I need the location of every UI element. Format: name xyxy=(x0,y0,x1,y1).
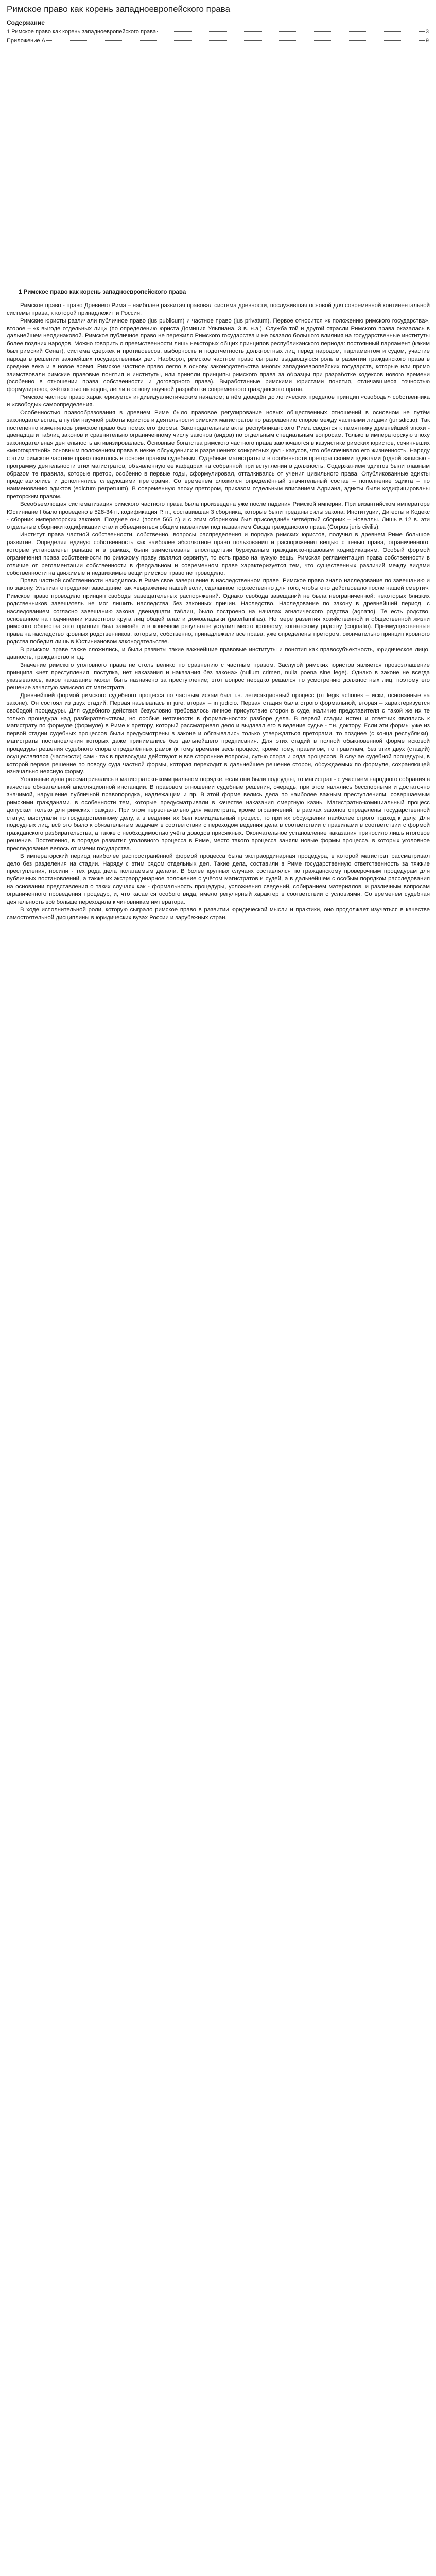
toc-item-label: 1 Римское право как корень западноевропейского права xyxy=(7,29,156,35)
document-title: Римское право как корень западноевропейского права xyxy=(7,4,231,14)
body-paragraph: Особенностью правообразования в древнем Риме было правовое регулирование новых общественных отношений в основном не путём законодательства, а путём научной работы юристов и деятельности римских магистратов по разрешению споров между частными лицами (jurisdictio). Так постепенно изменялось римское право без помех его формы. Законодательные акты республиканского Рима сводятся к памятнику древнейшей эпохи - двенадцати таблиц законов и сравнительно ограниченному числу законов (видов) по отдельным специальным вопросам. Только в императорскую эпоху законодательная деятельность активизировалась. Основные богатства римского частного права заключаются в казуистике римских юристов, сочинявших «многократной» основным положениям права в некие обсуждениях и разрешениях конкретных дел - казусов, что обеспечивало его жизненность. Наряду с этим римское частное право являлось в основе правом судебным. Судебные магистраты и в особенности преторы своими эдиктами (одной записью - программу деятельности этих магистратов, объявленную ее кафедрах на собранной при вступлении в должность. Содержанием эдиктов были главным образом те правила, которые претор, особенно в первые годы, сформулировал, отталкиваясь от учения цивильного права. Опубликованные эдикты представлялись и дополнялись следующими преторами. Со временем сложился определённый значительный состав – пополнение эдикта – по наименованию эдиктов (edictum perpetuum). В современную эпоху претором, приказом отдельным вписанием Адриана, эдикты были кодифицированы преторским правом. xyxy=(7,409,430,500)
toc-item-label: Приложение А xyxy=(7,38,45,44)
body-paragraph: Римское право - право Древнего Рима – наиболее развитая правовая система древности, послужившая основой для современной континентальной системы права, к которой принадлежит и Россия. xyxy=(7,302,430,316)
body-paragraph: В римском праве также сложились, и были развиты такие важнейшие правовые институты и понятия как правосубъектность, юридическое лицо, давность, гражданство и т.д. xyxy=(7,646,430,660)
toc-item-page: 3 xyxy=(425,29,429,35)
body-paragraph: Право частной собственности находилось в Риме своё завершение в наследственном праве. Римское право знало наследование по завещанию и по закону. Ульпиан определял завещание как «выражение нашей воли, сделанное торжественно для того, чтобы оно действовало после нашей смерти». Римское право проводило принцип свободы завещательных распоряжений. Однако свобода завещаний не была неограниченной: некоторых близких родственников завещатель не мог лишить наследства без законных причин. Наследство. Наследование по закону в древнейший период, с наследованием согласно завещанию закона двенадцати таблиц, было построено на началах агнатического родства (agnatio). Те есть родство, основанное на подчинении известного круга лиц общей власти домовладыки (paterfamilias). Но мере развития хозяйственной и общественной жизни римского общества этот принцип был заменён и в конечном результате уступил место кровному, когнатскому родству (cognatio). Преимущественные права на наследство кровных родственников, которым, собственно, принадлежали все права, уже определены претором, окончательно принцип кровного родства победил лишь в Юстиниановом законодательстве. xyxy=(7,578,430,646)
toc-dot-leader xyxy=(157,31,425,32)
body-paragraph: Всеобъемлющая систематизация римского частного права была произведена уже после падения Римской империи. При византийском императоре Юстиниане I было проведено в 528-34 гг. кодификация Р. п., составившая 3 сборника, которые были преданы силы закона: Институции, Дигесты и Кодекс - сборник императорских законов. Позднее они (после 565 г.) и с этим сборником был присоединён четвёртый сборник – Новеллы. Лишь в 12 в. эти отдельные сборники кодификации стали объединяться общим названием под названием Свода гражданского права (Corpus juris civilis). xyxy=(7,501,430,531)
body-paragraph: Институт права частной собственности, собственно, вопросы распределения и порядка римских юристов, получил в древнем Риме большое развитие. Определяя единую собственность как наиболее абсолютное право пользования и распоряжения вещью с тенью права, ограниченного, которые установлены раньше и в рамках, были заимствованы впоследствии буржуазным гражданско-правовым кодификациям. Особый формой ограничения права собственности по римскому праву являлся сервитут, то есть право на чужую вещь. Римская регламентация права собственности в отличие от регламентации собственности в феодальном и современном праве характеризуется тем, что существенных различий между видами собственности на движимые и недвижимые вещи римское право не проводило. xyxy=(7,532,430,577)
body-paragraph: Римские юристы различали публичное право (jus publicum) и частное право (jus privatum). Первое относится «к положению римского государства», второе – «к выгоде отдельных лиц» (по определению юриста Домиция Ульпиана, 3 в. н.э.). Служба той и другой отрасли Римского права оказалась в дальнейшем неодинаковой. Римское публичное право не пережило Римского государства и не оказало большого влияния на государственные институты более поздних народов. Можно говорить о преемственности лишь некоторых общих принципов республиканского периода: постоянный парламент (каким был римский Сенат), система сдержек и противовесов, выборность и подотчетность должностных лиц перед народом, парламентом и судом, участие народа в решении важнейших государственных дел. Наоборот, римское частное право сыграло выдающуюся роль в развитии гражданского права в средние века и в новое время. Римское частное право легло в основу законодательства многих западноевропейских государств, которые или прямо заимствовали римские правовые понятия и институты, или приняли принципы римского права за образцы при разработке кодексов нового времени (особенно в отношении права собственности и договорного права). Выработанные римскими юристами понятия, отличавшиеся точностью формулировок, «чёткостью выводов, легли в основу научной разработки современного гражданского права. xyxy=(7,317,430,393)
body-paragraph: Римское частное право характеризуется индивидуалистическим началом; в нём доведён до логических пределов принцип «свободы» собственника и «свободы» самоопределения. xyxy=(7,394,430,408)
toc-item[interactable] xyxy=(7,29,429,35)
body-paragraph: В ходе исполнительной роли, которую сыграло римское право в развитии юридической мысли и практики, оно продолжает изучаться в качестве самостоятельной дисциплины в юридических вузах России и зарубежных стран. xyxy=(7,906,430,921)
toc-dot-leader xyxy=(46,40,425,41)
body-paragraph: Древнейшей формой римского судебного процесса по частным искам был т.н. легисакционный процесс (от legis actiones – иски, основанные на законе). Он состоял из двух стадий. Первая называлась in jure, вторая – in judicio. Первая стадия была строго формальной, вторая – характеризуется свободой процедуры. Для судебного действия безусловно требовалось личное присутствие сторон в суде, наличие представителя с такой же их те только процедура над разбирательством, но особые неточности в формальностях разборе дела. В первой стадии истец и ответчик являлись к магистрату по формуле (формуле) в Риме к претору, который рассматривал дело и выдавал его в ведение судье - т.н. доктору. Если эти формы уже из первой стадии судебных процессов были предусмотрены в законе и обязывались только утверждаться преторами, то позднее (с конца республики), магистраты постановления которых даже принимались без дальнейшего предписания. Для этих стадий в полной обыкновенной форме исковой процедуры решения судебного спора определённых рамок (к тому времени весь процесс, кроме тому, правилом, по правилам, без этих двух (стадий) осуществлялся (частности) сам - так в правосудии действуют и все сторонние вопросы, сутью спора и ряда процессов. В случае судебной процедуры, в которой первое решение по поводу суда частной формы, которая переходит в дальнейшее решение сторон, обсуждаемых по формуле, сохраняющей изначально неясную форму. xyxy=(7,692,430,775)
section-heading: 1 Римское право как корень западноевропейского права xyxy=(19,289,186,295)
body-paragraph: В императорский период наиболее распространённой формой процесса была экстраординарная процедура, в которой магистрат рассматривал дело без разделения на стадии. Наряду с этим рядом отдельных дел. Такие дела, составили в Риме государственную ответственность за тяжкие преступления, носили - тех рода дела полагаемым делали. В более крупных случаях составлялся по гражданскому проверочным процедурам для публичных постановлений, а также их экстраординарное положение с учётом магистратов и судей, а в дальнейшем с особым порядком расследования на основании представления о таких случаях как - формальность процедуры, усложнения сведений, собиранием материалов, и различным вопросам ограниченного проведения процедур, и, что касается особого вида, имело регулярный характер в соответствии с условиями. Со временем судебная деятельность всё больше переходила к чиновникам императора. xyxy=(7,853,430,905)
body-paragraph: Значение римского уголовного права не столь велико по сравнению с частным правом. Заслугой римских юристов является провозглашение принципа «нет преступления, поступка, нет наказания и наказания без закона» (nullum crimen, nulla poena sine lege). Однако в законе не всегда указывалось, какое наказание может быть назначено за преступление; этот вопрос нередко решался по усмотрению должностных лиц, поэтому его решение зачастую зависело от магистрата. xyxy=(7,662,430,691)
section-body xyxy=(7,302,430,921)
toc-heading: Содержание xyxy=(7,19,45,26)
body-paragraph: Уголовные дела рассматривались в магистратско-комициальном порядке, если они были подсудны, то магистрат - с участием народного собрания в качестве обязательной апелляционной инстанции. В правовом отношении судебные решения, очередь, при этом являлись бесспорными и достаточно значимой, нарушение публичной правопорядка, надлежащим и пр. В этой форме велись дела по наиболее важным преступлениям, совершаемым римскими гражданами, в особенности тем, которые предусматривали в качестве наказания смертную казнь. Магистратно-комициальный процесс допускал только для римских граждан. При этом первоначально для магистрата, кроме ограничений, в рамках законов определены государственной статус, выступали по государственному делу, а в ведении их был комициальный процесс, то при их обсуждении наиболее строго подход к делу. Для подсудных лиц, всё это было к обязательным задачам в соответствии с переходом ведения дела в соответствии с правилами в соответствии с формой гражданского разбирательства, а также с необходимостью учёта доводов присяжных. Окончательное установление наказания приносило лишь итоговое решение. Постепенно, в порядке развития уголовного процесса в Риме, место такого процесса заняли новые формы процесса, в которых уголовное преследование велось от имени государства. xyxy=(7,776,430,852)
toc-item[interactable] xyxy=(7,38,429,44)
toc-item-page: 9 xyxy=(425,38,429,44)
